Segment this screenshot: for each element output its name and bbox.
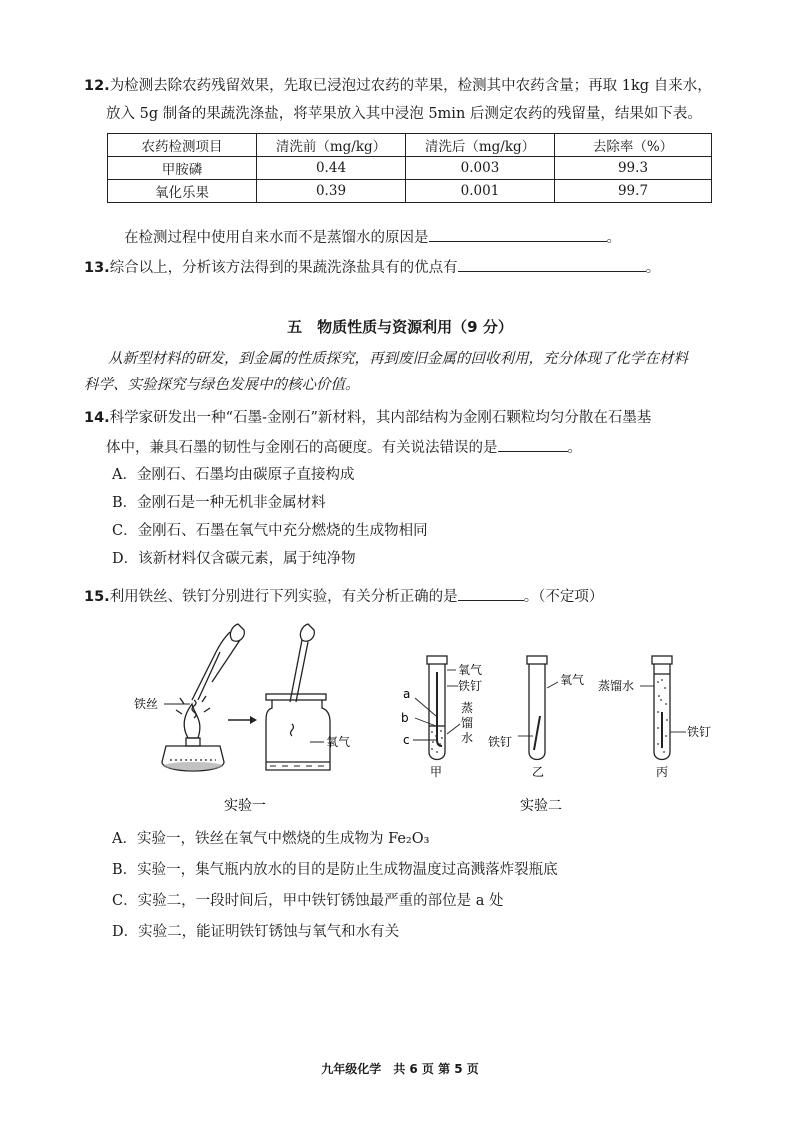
table-cell: 99.7: [555, 180, 712, 203]
q12-line1: [84, 76, 712, 96]
section-intro-1: 从新型材料的研发，到金属的性质探究，再到废旧金属的回收利用，充分体现了化学在材料: [108, 351, 688, 367]
table-row: [108, 180, 712, 203]
q12-answer-blank[interactable]: [429, 227, 607, 242]
label-jia: 甲: [430, 765, 443, 779]
q15-option-b: B．实验一，集气瓶内放水的目的是防止生成物温度过高溅落炸裂瓶底: [112, 862, 558, 878]
results-table: [107, 133, 712, 203]
table-cell: 甲胺磷: [108, 157, 257, 180]
q13-answer-blank[interactable]: [458, 257, 646, 272]
table-header-cell: 去除率（%）: [555, 134, 712, 157]
table-cell: 0.001: [406, 180, 555, 203]
label-jia-water-1: 蒸: [461, 701, 474, 715]
q14-line1: [84, 408, 651, 428]
q12-question-text: 在检测过程中使用自来水而不是蒸馏水的原因是: [124, 230, 429, 246]
q14-number: 14.: [84, 410, 110, 426]
q13-line: [84, 257, 660, 278]
q15-option-d: D．实验二，能证明铁钉锈蚀与氧气和水有关: [112, 924, 400, 940]
label-jia-water-3: 水: [461, 731, 474, 745]
test-tube-yi: [527, 656, 547, 760]
label-jia-water-2: 馏: [461, 716, 474, 730]
label-yi-oxygen: 氧气: [560, 673, 585, 687]
label-b: b: [401, 711, 409, 725]
label-jia-nail: 铁钉: [458, 679, 483, 693]
test-tube-jia: [427, 656, 447, 760]
label-jia-oxygen: 氧气: [458, 663, 483, 677]
caption-exp1: 实验一: [224, 798, 266, 814]
label-yi: 乙: [532, 765, 545, 779]
alcohol-lamp-illustration: [162, 624, 244, 771]
q15-text: 利用铁丝、铁钉分别进行下列实验，有关分析正确的是: [109, 589, 458, 605]
q14-answer-blank[interactable]: [498, 437, 568, 452]
q14-text-2: 体中，兼具石墨的韧性与金刚石的高硬度。有关说法错误的是: [106, 440, 498, 456]
label-bing-nail: 铁钉: [687, 725, 712, 739]
arrow-icon: [228, 716, 257, 724]
q12-number: 12.: [84, 78, 110, 94]
q13-suffix: 。: [645, 260, 661, 276]
table-header-cell: 清洗后（mg/kg）: [406, 134, 555, 157]
q13-number: 13.: [84, 260, 110, 276]
q15-option-c: C．实验二，一段时间后，甲中铁钉锈蚀最严重的部位是 a 处: [112, 893, 504, 909]
gas-jar-illustration: [266, 624, 330, 770]
q14-line2: [106, 437, 582, 458]
label-bing-water: 蒸馏水: [598, 679, 635, 693]
table-header-cell: 农药检测项目: [108, 134, 257, 157]
experiment-figure: [120, 612, 720, 822]
label-a: a: [403, 687, 411, 701]
q15-answer-blank[interactable]: [458, 586, 524, 601]
q14-option-a: A．金刚石、石墨均由碳原子直接构成: [112, 467, 355, 483]
label-bing: 丙: [656, 765, 669, 779]
table-cell: 99.3: [555, 157, 712, 180]
q12-text-1: 为检测去除农药残留效果，先取已浸泡过农药的苹果，检测其中农药含量；再取 1kg 自来水，: [109, 78, 712, 94]
q14-option-b: B．金刚石是一种无机非金属材料: [112, 495, 326, 511]
table-header-row: [108, 134, 712, 157]
q14-suffix: 。: [567, 440, 582, 456]
section-intro-2: 科学、实验探究与绿色发展中的核心价值。: [84, 377, 360, 393]
q14-option-d: D．该新材料仅含碳元素，属于纯净物: [112, 551, 356, 567]
q15-suffix: 。（不定项）: [523, 589, 604, 605]
section-title: 五 物质性质与资源利用（9 分）: [287, 318, 513, 336]
q12-question: [124, 227, 621, 248]
q14-option-c: C．金刚石、石墨在氧气中充分燃烧的生成物相同: [112, 523, 428, 539]
label-tiesi: 铁丝: [134, 697, 159, 711]
q13-text: 综合以上，分析该方法得到的果蔬洗涤盐具有的优点有: [109, 260, 458, 276]
page-footer: 九年级化学 共 6 页 第 5 页: [321, 1062, 479, 1076]
label-c: c: [403, 733, 410, 747]
q15-number: 15.: [84, 589, 110, 605]
q12-line2: 放入 5g 制备的果蔬洗涤盐，将苹果放入其中浸泡 5min 后测定农药的残留量，结果如下表。: [106, 106, 702, 122]
table-row: [108, 157, 712, 180]
table-header-cell: 清洗前（mg/kg）: [257, 134, 406, 157]
q12-question-suffix: 。: [606, 230, 621, 246]
caption-exp2: 实验二: [520, 798, 562, 814]
q15-option-a: A．实验一，铁丝在氧气中燃烧的生成物为 Fe₂O₃: [112, 831, 430, 847]
table-cell: 0.003: [406, 157, 555, 180]
table-cell: 0.44: [257, 157, 406, 180]
test-tube-bing: [652, 656, 672, 760]
label-yi-nail: 铁钉: [488, 735, 513, 749]
table-cell: 氧化乐果: [108, 180, 257, 203]
q14-text-1: 科学家研发出一种“石墨-金刚石”新材料，其内部结构为金刚石颗粒均匀分散在石墨基: [109, 410, 652, 426]
table-cell: 0.39: [257, 180, 406, 203]
q15-line: [84, 586, 603, 607]
label-oxygen: 氧气: [326, 735, 351, 749]
